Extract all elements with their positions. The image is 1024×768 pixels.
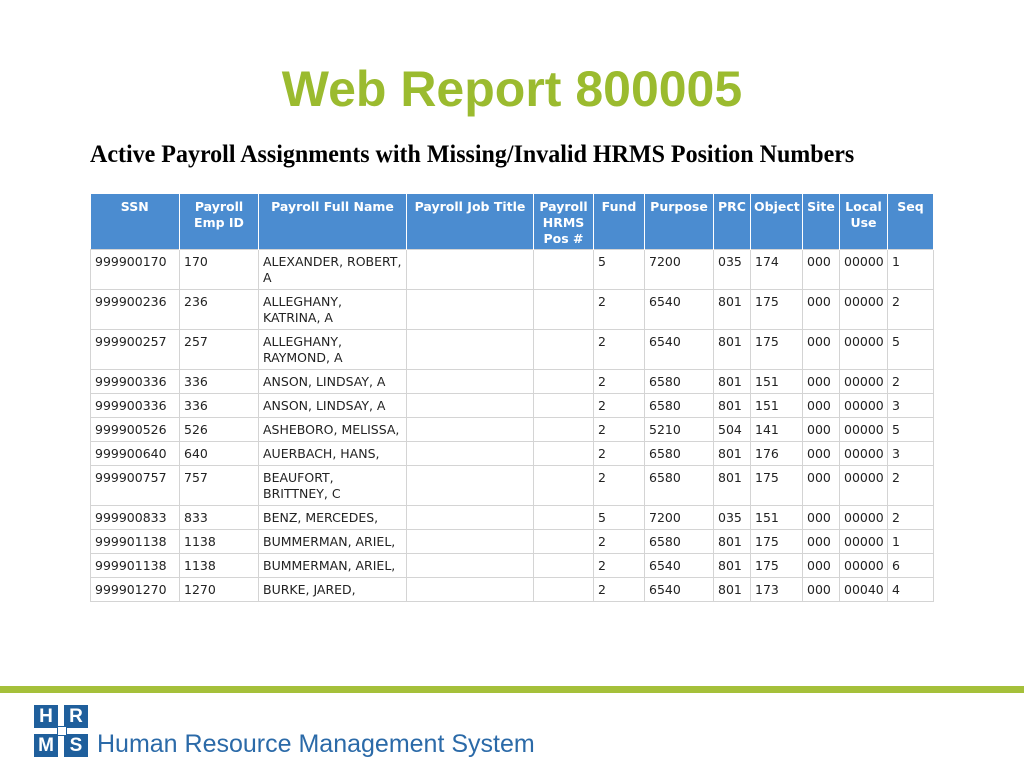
table-cell: ANSON, LINDSAY, A (259, 394, 407, 418)
table-cell (534, 442, 594, 466)
table-cell: 6540 (645, 330, 714, 370)
table-cell: 999900526 (91, 418, 180, 442)
table-cell (534, 554, 594, 578)
column-header: Payroll Emp ID (180, 194, 259, 250)
table-cell: 640 (180, 442, 259, 466)
column-header: PRC (714, 194, 751, 250)
table-cell (534, 530, 594, 554)
table-cell: 999900170 (91, 250, 180, 290)
table-cell: 1 (888, 250, 934, 290)
table-cell: BEAUFORT, BRITTNEY, C (259, 466, 407, 506)
table-cell: 2 (594, 466, 645, 506)
table-cell: 504 (714, 418, 751, 442)
table-cell: 151 (751, 506, 803, 530)
table-cell: 3 (888, 442, 934, 466)
table-cell: 173 (751, 578, 803, 602)
table-cell: 7200 (645, 506, 714, 530)
table-cell: 5 (888, 330, 934, 370)
logo-letter-s: S (64, 734, 88, 757)
table-cell: 2 (594, 330, 645, 370)
table-cell: BUMMERMAN, ARIEL, (259, 554, 407, 578)
table-cell (407, 250, 534, 290)
table-cell: 2 (594, 554, 645, 578)
table-row (91, 290, 934, 330)
table-cell: 000 (803, 394, 840, 418)
table-cell: 000 (803, 506, 840, 530)
table-cell: 00000 (840, 418, 888, 442)
table-row (91, 442, 934, 466)
table-row (91, 466, 934, 506)
slide-title: Web Report 800005 (281, 61, 743, 117)
table-row (91, 330, 934, 370)
table-cell: 175 (751, 330, 803, 370)
table-cell: 2 (888, 290, 934, 330)
table-cell: 801 (714, 330, 751, 370)
table-cell: 6540 (645, 578, 714, 602)
payroll-report-table (90, 194, 934, 602)
table-cell: 175 (751, 530, 803, 554)
column-header: SSN (91, 194, 180, 250)
table-cell: 1 (888, 530, 934, 554)
logo-letter-r: R (64, 705, 88, 728)
table-cell: 801 (714, 290, 751, 330)
table-cell: 176 (751, 442, 803, 466)
hrms-logo (34, 705, 88, 757)
table-cell: 3 (888, 394, 934, 418)
table-cell (407, 554, 534, 578)
table-cell (534, 466, 594, 506)
table-cell (534, 418, 594, 442)
table-cell (534, 578, 594, 602)
table-cell: 999900336 (91, 394, 180, 418)
table-cell: 6580 (645, 442, 714, 466)
table-cell: 801 (714, 578, 751, 602)
table-row (91, 506, 934, 530)
table-cell (534, 506, 594, 530)
table-cell (407, 530, 534, 554)
table-cell (534, 290, 594, 330)
table-cell: 999900757 (91, 466, 180, 506)
table-cell (534, 394, 594, 418)
logo-letter-h: H (34, 705, 58, 728)
header-row (91, 194, 934, 250)
table-cell: 00000 (840, 554, 888, 578)
table-cell (407, 466, 534, 506)
table-cell: 141 (751, 418, 803, 442)
table-cell: 174 (751, 250, 803, 290)
table-cell (407, 442, 534, 466)
table-cell: 801 (714, 554, 751, 578)
table-row (91, 370, 934, 394)
table-cell: 2 (594, 442, 645, 466)
table-cell: 151 (751, 394, 803, 418)
table-cell: 151 (751, 370, 803, 394)
table-cell: 000 (803, 418, 840, 442)
table-cell: 6540 (645, 554, 714, 578)
table-cell: 2 (594, 394, 645, 418)
table-cell: 000 (803, 250, 840, 290)
table-cell: 757 (180, 466, 259, 506)
table-cell: 7200 (645, 250, 714, 290)
table-cell: 035 (714, 250, 751, 290)
table-cell: 6540 (645, 290, 714, 330)
table-cell: 2 (594, 530, 645, 554)
table-cell: 00000 (840, 330, 888, 370)
table-cell: 801 (714, 394, 751, 418)
column-header: Purpose (645, 194, 714, 250)
table-cell (407, 290, 534, 330)
table-cell: 999900640 (91, 442, 180, 466)
table-cell: 801 (714, 442, 751, 466)
table-cell: 00000 (840, 506, 888, 530)
table-row (91, 418, 934, 442)
table-cell: 801 (714, 370, 751, 394)
table-cell: 6 (888, 554, 934, 578)
report-heading: Active Payroll Assignments with Missing/Invalid HRMS Position Numbers (90, 141, 855, 168)
table-cell: 2 (888, 370, 934, 394)
table-cell: 2 (594, 290, 645, 330)
column-header: Fund (594, 194, 645, 250)
table-cell: 6580 (645, 530, 714, 554)
table-cell: 999900236 (91, 290, 180, 330)
table-cell: 5 (594, 250, 645, 290)
table-cell: ASHEBORO, MELISSA, (259, 418, 407, 442)
table-cell: 000 (803, 330, 840, 370)
table-body (91, 250, 934, 602)
column-header: Payroll HRMS Pos # (534, 194, 594, 250)
table-header (91, 194, 934, 250)
column-header: Seq (888, 194, 934, 250)
table-cell: 999900257 (91, 330, 180, 370)
table-cell: 000 (803, 370, 840, 394)
table-cell: 2 (594, 370, 645, 394)
table-row (91, 250, 934, 290)
table-cell: ANSON, LINDSAY, A (259, 370, 407, 394)
table-cell: 5 (594, 506, 645, 530)
table-cell: 336 (180, 394, 259, 418)
table-cell: 1270 (180, 578, 259, 602)
table-cell (407, 506, 534, 530)
column-header: Local Use (840, 194, 888, 250)
table-cell: 999901270 (91, 578, 180, 602)
table-cell: 833 (180, 506, 259, 530)
table-cell: 00040 (840, 578, 888, 602)
table-cell: 236 (180, 290, 259, 330)
table-cell: 2 (888, 466, 934, 506)
column-header: Site (803, 194, 840, 250)
footer-org-name: Human Resource Management System (97, 730, 535, 758)
table-cell: 2 (594, 578, 645, 602)
table-cell: BENZ, MERCEDES, (259, 506, 407, 530)
table-cell: 00000 (840, 530, 888, 554)
table-cell: 000 (803, 578, 840, 602)
table-row (91, 530, 934, 554)
column-header: Payroll Job Title (407, 194, 534, 250)
column-header: Payroll Full Name (259, 194, 407, 250)
table-cell: 526 (180, 418, 259, 442)
table-cell: AUERBACH, HANS, (259, 442, 407, 466)
table-cell: ALLEGHANY, RAYMOND, A (259, 330, 407, 370)
table-cell (534, 250, 594, 290)
table-cell: 336 (180, 370, 259, 394)
table-cell: ALEXANDER, ROBERT, A (259, 250, 407, 290)
table-cell: 170 (180, 250, 259, 290)
logo-center-dot (57, 726, 67, 736)
table-cell: 2 (888, 506, 934, 530)
table-cell: 801 (714, 530, 751, 554)
table-cell: 999901138 (91, 554, 180, 578)
table-cell (407, 578, 534, 602)
table-cell: 257 (180, 330, 259, 370)
table-row (91, 554, 934, 578)
column-header: Object (751, 194, 803, 250)
table-cell (534, 330, 594, 370)
table-cell: 175 (751, 466, 803, 506)
table-cell: BURKE, JARED, (259, 578, 407, 602)
table-cell: 999901138 (91, 530, 180, 554)
table-cell: ALLEGHANY, KATRINA, A (259, 290, 407, 330)
table-cell: BUMMERMAN, ARIEL, (259, 530, 407, 554)
table-cell (407, 394, 534, 418)
table-cell: 000 (803, 530, 840, 554)
table-cell: 00000 (840, 442, 888, 466)
table-cell: 000 (803, 466, 840, 506)
table-cell (534, 370, 594, 394)
table-cell: 6580 (645, 394, 714, 418)
table-cell: 000 (803, 442, 840, 466)
table-cell: 6580 (645, 466, 714, 506)
table-cell: 000 (803, 554, 840, 578)
table-cell: 035 (714, 506, 751, 530)
table-cell: 999900833 (91, 506, 180, 530)
table-cell: 00000 (840, 466, 888, 506)
table-cell: 175 (751, 290, 803, 330)
table-cell: 175 (751, 554, 803, 578)
table-row (91, 578, 934, 602)
table-cell: 00000 (840, 290, 888, 330)
table-row (91, 394, 934, 418)
table-cell: 00000 (840, 394, 888, 418)
table-cell: 801 (714, 466, 751, 506)
table-cell (407, 418, 534, 442)
table-cell: 4 (888, 578, 934, 602)
footer-divider-bar (0, 686, 1024, 693)
table-cell: 000 (803, 290, 840, 330)
logo-letter-m: M (34, 734, 58, 757)
table-cell: 1138 (180, 554, 259, 578)
table-cell: 5 (888, 418, 934, 442)
table-cell: 00000 (840, 250, 888, 290)
table-cell: 1138 (180, 530, 259, 554)
table-cell: 00000 (840, 370, 888, 394)
table-cell: 6580 (645, 370, 714, 394)
table-cell (407, 330, 534, 370)
table-cell: 999900336 (91, 370, 180, 394)
table-cell: 2 (594, 418, 645, 442)
table-cell: 5210 (645, 418, 714, 442)
table-cell (407, 370, 534, 394)
